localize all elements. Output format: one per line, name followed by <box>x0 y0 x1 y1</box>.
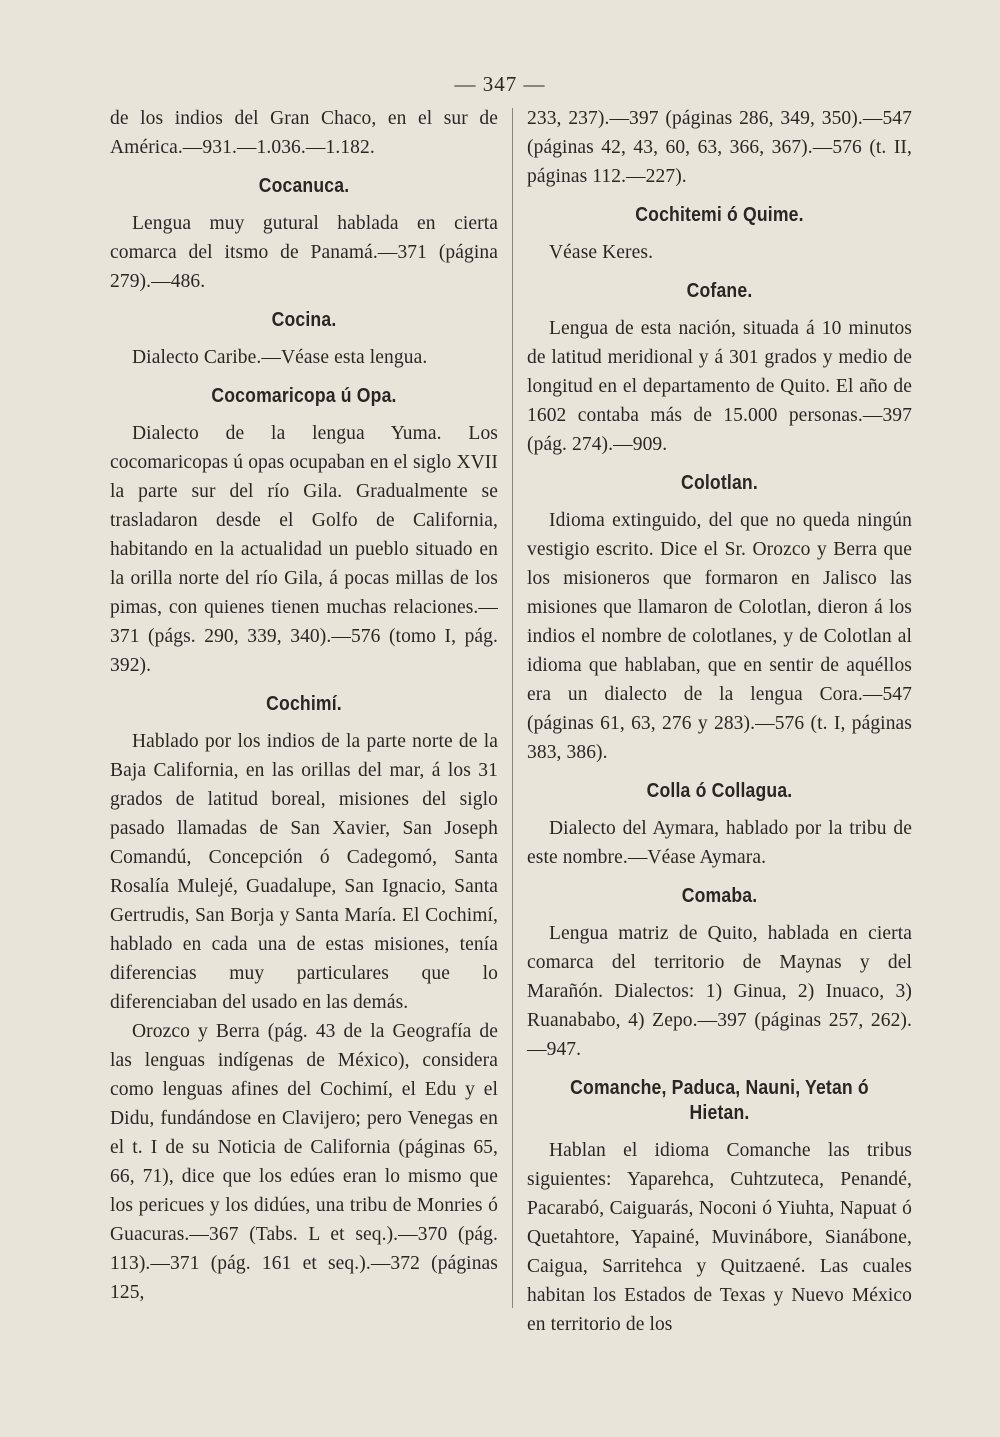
entry-colla <box>527 779 912 872</box>
entry-text: Idioma extinguido, del que no queda ningún vestigio escrito. Dice el Sr. Orozco y Berra que los misioneros que formaron en Jalisco las misiones que llamaron de Colotlan, dieron á los indios el nombre de colotlanes, y de Colotlan al idioma que hablaban, que en sentir de aquéllos era un dialecto de la lengua Cora.—547 (páginas 61, 63, 276 y 283).—576 (t. I, páginas 383, 386). <box>527 510 912 763</box>
entry-title: Cocina. <box>271 309 337 331</box>
entry-text: Lengua matriz de Quito, hablada en cierta comarca del territorio de Maynas y del Marañón. Dialectos: 1) Ginua, 2) Inuaco, 3) Ruanababo, 4) Zepo.—397 (páginas 257, 262).—947. <box>527 923 912 1060</box>
continuation-text: 233, 237).—397 (páginas 286, 349, 350).—547 (páginas 42, 43, 60, 63, 366, 367).—576 (t. II, páginas 112.—227). <box>527 108 912 187</box>
entry-text: Hablan el idioma Comanche las tribus siguientes: Yaparehca, Cuhtzuteca, Penandé, Pacarabó, Caiguarás, Noconi ó Yiuhta, Napuat ó Quetahtore, Yapainé, Muvinábore, Sianábone, Caigua, Sarritehca y Quitzaené. Las cuales habitan los Estados de Texas y Nuevo México en territorio de los <box>527 1140 912 1335</box>
entry-text: Orozco y Berra (pág. 43 de la Geografía de las lenguas indígenas de México), considera como lenguas afines del Cochimí, el Edu y el Didu, fundándose en Clavijero; pero Venegas en el t. I de su Noticia de California (páginas 65, 66, 71), dice que los edúes eran lo mismo que los pericues y los didúes, una tribu de Monries ó Guacuras.—367 (Tabs. L et seq.).—370 (pág. 113).—371 (pág. 161 et seq.).—372 (páginas 125, <box>110 1021 498 1303</box>
entry-text: Dialecto de la lengua Yuma. Los cocomaricopas ú opas ocupaban en el siglo XVII la parte sur del río Gila. Gradualmente se trasladaron desde el Golfo de California, habitando en la actualidad un pueblo situado en la orilla norte del río Gila, á pocas millas de los pimas, con quienes tienen muchas relaciones.—371 (págs. 290, 339, 340).—576 (tomo I, pág. 392). <box>110 423 498 676</box>
entry-title: Colotlan. <box>681 472 758 494</box>
page-number: — 347 — <box>454 72 546 96</box>
entry-text: Hablado por los indios de la parte norte de la Baja California, en las orillas del mar, á los 31 grados de latitud boreal, misiones del siglo pasado llamadas de San Xavier, San Joseph Comandú, Concepción ó Cadegomó, Santa Rosalía Mulejé, Guadalupe, San Ignacio, Santa Gertrudis, San Borja y Santa María. El Cochimí, hablado en cada una de estas misiones, tenía diferencias muy particulares que lo diferenciaban del usado en las demás. <box>110 731 498 1013</box>
right-column <box>527 104 912 1339</box>
entry-title: Cochimí. <box>266 693 342 715</box>
entry-title: Comanche, Paduca, Nauni, Yetan ó Hietan. <box>570 1077 869 1124</box>
entry-cocanuca <box>110 174 498 296</box>
entry-colotlan <box>527 471 912 767</box>
entry-cochitemi <box>527 203 912 267</box>
continuation-text: de los indios del Gran Chaco, en el sur de América.—931.—1.036.—1.182. <box>110 108 498 158</box>
entry-text: Lengua de esta nación, situada á 10 minutos de latitud meridional y á 301 grados y medio de longitud en el departamento de Quito. El año de 1602 contaba más de 15.000 personas.—397 (pág. 274).—909. <box>527 318 912 455</box>
entry-title: Cocomaricopa ú Opa. <box>211 385 397 407</box>
left-column <box>110 104 498 1307</box>
entry-comaba <box>527 884 912 1064</box>
entry-title: Cocanuca. <box>258 175 350 197</box>
entry-text: Véase Keres. <box>549 242 654 263</box>
entry-title: Cofane. <box>686 280 753 302</box>
entry-cochimi <box>110 692 498 1307</box>
entry-comanche <box>527 1076 912 1339</box>
entry-title: Cochitemi ó Quime. <box>635 204 804 226</box>
entry-text: Dialecto del Aymara, hablado por la tribu de este nombre.—Véase Aymara. <box>527 818 912 868</box>
entry-cocina <box>110 308 498 372</box>
entry-text: Lengua muy gutural hablada en cierta comarca del itsmo de Panamá.—371 (página 279).—486. <box>110 213 498 292</box>
entry-cofane <box>527 279 912 459</box>
column-divider <box>512 108 513 1308</box>
entry-text: Dialecto Caribe.—Véase esta lengua. <box>132 347 428 368</box>
entry-cocomaricopa <box>110 384 498 680</box>
entry-title: Colla ó Collagua. <box>646 780 793 802</box>
entry-title: Comaba. <box>681 885 758 907</box>
